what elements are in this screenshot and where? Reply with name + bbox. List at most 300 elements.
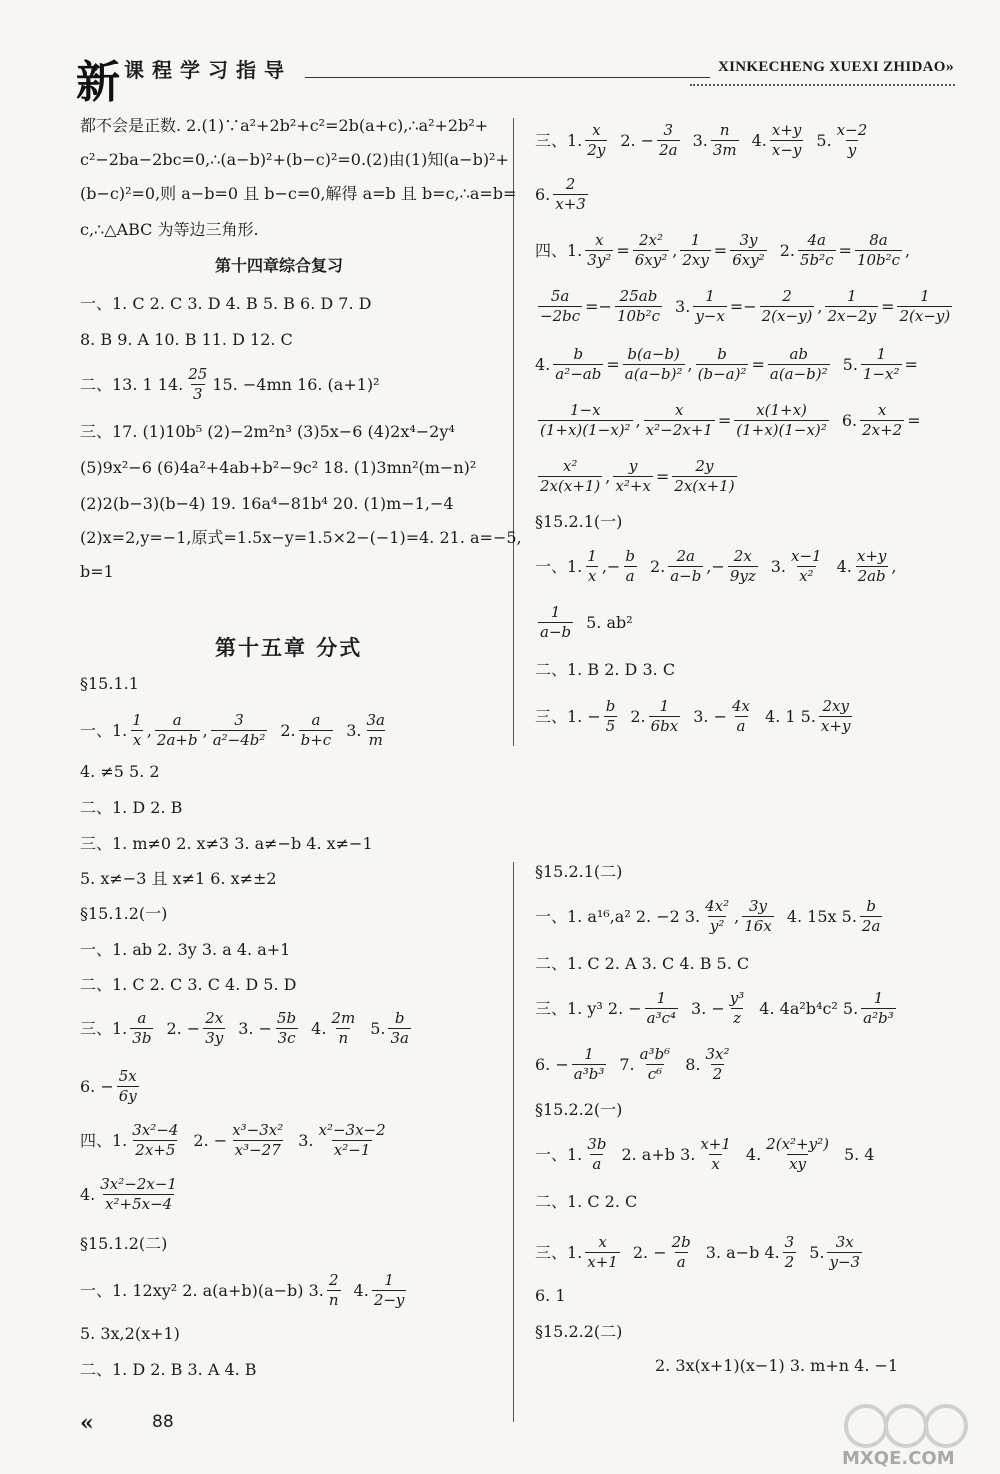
fraction-denominator: m — [368, 731, 383, 750]
fraction — [783, 1234, 797, 1272]
fraction-numerator: 1 — [656, 989, 667, 1007]
fraction-denominator: x — [711, 1155, 720, 1174]
fraction-numerator: x — [592, 121, 601, 139]
fraction-denominator: 2ab — [857, 567, 886, 586]
fraction — [644, 402, 715, 440]
answer-text: 6. − — [535, 1054, 569, 1074]
answer-text: 15. −4mn 16. (a+1)² — [212, 374, 380, 394]
fraction-denominator: 2 — [712, 1065, 723, 1084]
fraction — [130, 712, 144, 750]
answer-text: 2. − — [193, 1130, 228, 1150]
fraction-numerator: 2 — [782, 287, 792, 305]
fraction — [693, 288, 727, 326]
fraction — [860, 402, 904, 440]
section-label: §15.2.2(二) — [535, 1322, 623, 1341]
answer-text: 3. — [675, 296, 691, 316]
fraction-numerator: 4x — [732, 697, 751, 715]
answer-text: 5. — [842, 354, 858, 374]
fraction-denominator: 3m — [712, 141, 737, 160]
fraction — [623, 346, 685, 384]
fraction-numerator: 1 — [705, 287, 715, 305]
fraction-denominator: (1+x)(1−x)² — [736, 421, 827, 440]
answer-text: 三、1. y³ 2. − — [535, 998, 642, 1018]
fraction — [623, 548, 637, 586]
answer-text: 一、1. — [535, 556, 583, 576]
fraction — [730, 232, 767, 270]
fraction — [711, 122, 739, 160]
fraction-denominator: 2(x−y) — [899, 307, 951, 326]
fraction-numerator: x³−3x² — [232, 1121, 284, 1139]
fraction-numerator: x−2 — [836, 121, 868, 139]
fraction — [364, 712, 387, 750]
answer-line: 5. x≠−3 且 x≠1 6. x≠±2 — [80, 869, 277, 888]
fraction — [388, 1010, 411, 1048]
answer-text: 三、1. − — [535, 706, 601, 726]
fraction — [764, 1136, 831, 1174]
answer-text: 3. − — [238, 1018, 272, 1038]
fraction — [585, 548, 599, 586]
fraction-denominator: 6xy² — [634, 251, 668, 270]
fraction-denominator: (1+x)(1−x)² — [540, 421, 631, 440]
fraction-numerator: a — [172, 711, 182, 729]
answer-text: 8. — [685, 1054, 701, 1074]
fraction-numerator: 1 — [384, 1271, 394, 1289]
fraction-numerator: 1−x — [570, 401, 601, 419]
section-heading: 第十四章综合复习 — [215, 256, 344, 275]
fraction-numerator: 2a — [676, 547, 696, 565]
fraction — [230, 1122, 285, 1160]
fraction-numerator: b — [866, 897, 876, 915]
answer-text: 一、1. — [80, 720, 128, 740]
answer-line: 4. ≠5 5. 2 — [80, 762, 160, 781]
answer-text: 2. — [779, 240, 795, 260]
fraction — [203, 1010, 225, 1048]
fraction-numerator: 2xy — [822, 697, 849, 715]
fraction — [327, 1272, 341, 1310]
fraction — [538, 604, 573, 642]
fraction-denominator: 3 — [193, 385, 203, 404]
fraction-denominator: xy — [789, 1155, 807, 1174]
fraction-denominator: 3y² — [587, 251, 612, 270]
fraction — [615, 288, 662, 326]
answer-text: 6. — [535, 184, 551, 204]
fraction-denominator: a — [676, 1253, 686, 1272]
fraction-numerator: 3x²−4 — [132, 1121, 179, 1139]
fraction-denominator: x²+x — [615, 477, 651, 496]
fraction-numerator: 2y — [695, 457, 714, 475]
answer-text: 4. 1 5. — [765, 706, 816, 726]
fraction — [372, 1272, 407, 1310]
fraction-denominator: n — [338, 1029, 349, 1048]
section-label: §15.1.1 — [80, 674, 139, 693]
fraction — [897, 288, 952, 326]
column-divider-bottom — [513, 862, 514, 1422]
answer-text: 2. — [280, 720, 296, 740]
fraction — [789, 548, 824, 586]
fraction — [317, 1122, 388, 1160]
fraction — [835, 122, 870, 160]
fraction-denominator: a²b³ — [863, 1009, 894, 1028]
fraction — [734, 402, 829, 440]
fraction-denominator: 16x — [744, 917, 772, 936]
answer-line: b=1 — [80, 562, 114, 581]
column-divider-top — [513, 118, 514, 746]
fraction-denominator: 2x(x+1) — [674, 477, 735, 496]
fraction-denominator: 2y — [587, 141, 606, 160]
fraction-denominator: 2x(x+1) — [540, 477, 601, 496]
fraction-denominator: x²−2x+1 — [645, 421, 713, 440]
fraction-numerator: 1 — [584, 1045, 594, 1063]
fraction-denominator: 5b²c — [799, 251, 834, 270]
answer-text: 一、1. a¹⁶,a² 2. −2 3. — [535, 906, 701, 926]
fraction — [585, 232, 613, 270]
fraction-numerator: 5b — [277, 1009, 297, 1027]
fraction-denominator: a — [592, 1155, 602, 1174]
fraction-numerator: b(a−b) — [627, 345, 680, 363]
fraction — [186, 366, 209, 404]
answer-line: 三、1. m≠0 2. x≠3 3. a≠−b 4. x≠−1 — [80, 834, 373, 853]
fraction-numerator: 1 — [587, 547, 597, 565]
fraction-numerator: b — [394, 1009, 405, 1027]
fraction-numerator: 3b — [587, 1135, 607, 1153]
fraction-denominator: a — [736, 717, 746, 736]
section-label: §15.2.1(二) — [535, 862, 623, 881]
fraction-numerator: 2x — [733, 547, 752, 565]
answer-text: 4. — [80, 1184, 96, 1204]
fraction — [649, 698, 681, 736]
fraction-numerator: x — [675, 401, 684, 419]
fraction-numerator: 3a — [366, 711, 385, 729]
fraction — [613, 458, 653, 496]
answer-text: 4. — [311, 1018, 327, 1038]
fraction-denominator: c⁶ — [647, 1065, 663, 1084]
fraction — [130, 1122, 180, 1160]
answer-text: 一、1. — [535, 1144, 583, 1164]
fraction — [572, 1046, 607, 1084]
fraction — [585, 122, 607, 160]
answer-text: 5. — [809, 1242, 825, 1262]
answer-line: 二、1. C 2. A 3. C 4. B 5. C — [535, 954, 750, 973]
fraction-numerator: 2m — [331, 1009, 356, 1027]
fraction — [538, 458, 602, 496]
fraction — [861, 990, 896, 1028]
fraction-denominator: y² — [709, 917, 725, 936]
fraction-numerator: 1 — [920, 287, 930, 305]
answer-line — [80, 1010, 414, 1048]
answer-text: 3. — [692, 130, 708, 150]
fraction-denominator: 2 — [784, 1253, 795, 1272]
fraction — [538, 402, 633, 440]
fraction-numerator: 4x² — [705, 897, 730, 915]
fraction — [696, 346, 749, 384]
fraction — [585, 1136, 608, 1174]
fraction-numerator: 2x² — [638, 231, 663, 249]
fraction-denominator: y — [847, 141, 857, 160]
answer-text: 一、1. 12xy² 2. a(a+b)(a−b) 3. — [80, 1280, 324, 1300]
answer-line: 4. $\frac{b}{\text{a²−ab}}$ = $\frac{b(a-b)}{\text{a(a−b)²}}$ , $\frac{b}{\text{(b−a)²}}$ = $\frac{ab}{\text{a(a−b)²}}$ 5. $\frac{1}{\text{1−x²}}$ = — [535, 345, 918, 384]
answer-line: 5. 3x,2(x+1) — [80, 1324, 180, 1343]
fraction — [703, 898, 731, 936]
fraction-denominator: 6bx — [650, 717, 679, 736]
fraction — [98, 1176, 179, 1214]
fraction-numerator: 1 — [690, 231, 701, 249]
header-dotted-rule — [690, 84, 955, 86]
answer-line — [535, 1046, 734, 1084]
fraction — [798, 232, 836, 270]
fraction-denominator: 10b²c — [856, 251, 901, 270]
fraction — [585, 1234, 620, 1272]
answer-text: 二、13. 1 14. — [80, 374, 184, 394]
fraction-denominator: 3b — [132, 1029, 152, 1048]
fraction — [703, 1046, 731, 1084]
fraction-numerator: ab — [789, 345, 809, 363]
answer-text: 4. — [353, 1280, 369, 1300]
fraction-numerator: x — [877, 401, 887, 419]
answer-line — [80, 1176, 182, 1214]
answer-text: 四、1. — [80, 1130, 128, 1150]
answer-line: 二、1. C 2. C — [535, 1192, 638, 1211]
answer-line: 一、1. ab 2. 3y 3. a 4. a+1 — [80, 940, 291, 959]
answer-text: 6. — [841, 410, 858, 430]
answer-text: 4. — [745, 1144, 762, 1164]
fraction — [742, 898, 774, 936]
fraction-denominator: x+1 — [587, 1253, 618, 1272]
fraction-denominator: 10b²c — [616, 307, 661, 326]
fraction-denominator: x+3 — [555, 195, 586, 214]
answer-text: 2. a+b 3. — [621, 1144, 696, 1164]
answer-text: 5. ab² — [586, 612, 633, 632]
section-label: §15.2.1(一) — [535, 512, 623, 531]
fraction-numerator: 3y — [739, 231, 758, 249]
fraction — [645, 990, 678, 1028]
fraction — [855, 548, 889, 586]
fraction-numerator: 2(x²+y²) — [766, 1135, 829, 1153]
fraction — [211, 712, 268, 750]
answer-text: 2. — [649, 556, 666, 576]
fraction — [860, 898, 883, 936]
fraction-numerator: 3x² — [705, 1045, 730, 1063]
fraction — [825, 288, 878, 326]
fraction-denominator: 6y — [118, 1087, 137, 1106]
answer-text: 三、1. — [535, 1242, 583, 1262]
answer-line — [535, 176, 591, 214]
fraction — [275, 1010, 298, 1048]
fraction-numerator: x+1 — [700, 1135, 731, 1153]
fraction-numerator: 2 — [565, 175, 576, 193]
fraction-denominator: a²−4b² — [212, 731, 266, 750]
header-rule — [305, 77, 710, 78]
answer-line: (5)9x²−6 (6)4a²+4ab+b²−9c² 18. (1)3mn²(m−n)² — [80, 458, 477, 477]
fraction — [657, 122, 680, 160]
fraction — [670, 1234, 693, 1272]
answer-line: 二、1. D 2. B 3. A 4. B — [80, 1360, 257, 1379]
page-header — [0, 0, 1000, 108]
answer-text: 三、1. — [80, 1018, 128, 1038]
fraction-numerator: 1 — [659, 697, 670, 715]
answer-line: 二、1. C 2. C 3. C 4. D 5. D — [80, 975, 297, 994]
fraction-numerator: 2 — [328, 1271, 339, 1289]
fraction-numerator: 25ab — [619, 287, 658, 305]
fraction-numerator: a — [137, 1009, 147, 1027]
answer-text: 3. a−b 4. — [705, 1242, 780, 1262]
fraction-numerator: b — [605, 697, 616, 715]
fraction — [604, 698, 618, 736]
fraction — [553, 346, 603, 384]
answer-line: 一、1. $\frac{1}{x}$ , $\frac{a}{2a+b}$ , $\frac{3}{\text{a²−4b²}}$ 2. $\frac{a}{b+c}$ 3. $\frac{3a}{m}$ — [80, 711, 385, 750]
fraction — [861, 346, 902, 384]
fraction-denominator: x−y — [771, 141, 802, 160]
fraction-numerator: y³ — [729, 989, 745, 1007]
fraction-denominator: a−b — [540, 623, 572, 642]
fraction-numerator: 1 — [132, 711, 142, 729]
answer-line: 四、1. $\frac{x}{\text{3y²}}$ = $\frac{\text{2x²}}{\text{6xy²}}$ , $\frac{1}{2xy}$ = $\frac{3y}{\text{6xy²}}$ 2. $\frac{4a}{\text{5b²c}}$ = $\frac{8a}{\text{10b²c}}$ , — [535, 231, 911, 270]
answer-line: 二、1. B 2. D 3. C — [535, 660, 676, 679]
answer-text: 3. − — [693, 706, 728, 726]
fraction — [730, 698, 752, 736]
fraction-numerator: 3x²−2x−1 — [100, 1175, 177, 1193]
answer-line: 一、1. a¹⁶,a² 2. −2 3. $\frac{\text{4x²}}{\text{y²}}$ , $\frac{3y}{16x}$ 4. 15x 5. $\frac{b}{2a}$ — [535, 897, 881, 936]
fraction-denominator: 6xy² — [732, 251, 765, 270]
fraction-denominator: a — [625, 567, 635, 586]
fraction — [672, 458, 736, 496]
fraction-numerator: x+y — [856, 547, 887, 565]
series-logo: 新 — [76, 57, 120, 108]
answer-text: 4. — [535, 354, 551, 374]
fraction-numerator: b — [625, 547, 635, 565]
fraction-numerator: 3 — [663, 121, 674, 139]
fraction-numerator: 1 — [876, 345, 886, 363]
section-label: §15.2.2(一) — [535, 1100, 623, 1119]
answer-text: 5. — [370, 1018, 386, 1038]
fraction-denominator: a−b — [670, 567, 702, 586]
fraction — [329, 1010, 357, 1048]
fraction-denominator: x² — [799, 567, 814, 586]
fraction-denominator: x³−27 — [234, 1141, 281, 1160]
answer-text: 2. − — [166, 1018, 201, 1038]
fraction-numerator: 5a — [550, 287, 570, 305]
fraction — [760, 288, 815, 326]
fraction-denominator: x²−1 — [333, 1141, 371, 1160]
chapter-title: 第十五章 分式 — [215, 636, 363, 660]
fraction-numerator: 4a — [807, 231, 826, 249]
answer-text: 3. — [346, 720, 362, 740]
fraction-numerator: 25 — [188, 365, 208, 383]
fraction — [638, 1046, 673, 1084]
fraction — [827, 1234, 862, 1272]
fraction-denominator: (b−a)² — [697, 365, 747, 384]
fraction-denominator: x — [132, 731, 142, 750]
fraction-denominator: a(a−b)² — [624, 365, 683, 384]
pinyin-title — [718, 58, 954, 76]
fraction-denominator: a²−ab — [555, 365, 602, 384]
fraction — [633, 232, 670, 270]
fraction-numerator: x(1+x) — [756, 401, 807, 419]
fraction-denominator: 2a — [861, 917, 881, 936]
double-chevron-left-icon: « — [80, 1410, 94, 1436]
fraction-denominator: 3a — [390, 1029, 409, 1048]
fraction-numerator: x — [598, 1233, 607, 1251]
fraction-numerator: 8a — [869, 231, 888, 249]
fraction-numerator: y — [628, 457, 638, 475]
answer-text: 4. 15x 5. — [786, 906, 857, 926]
answer-text: 2. − — [620, 130, 655, 150]
fraction-denominator: −2bc — [540, 307, 581, 326]
answer-line: 一、1. $\frac{1}{x}$ ,− $\frac{b}{a}$ 2. $\frac{2a}{a-b}$ ,− $\frac{2x}{9yz}$ 3. $\frac{x-1}{\text{x²}}$ 4. $\frac{x+y}{2ab}$ , — [535, 547, 897, 586]
answer-line — [80, 1068, 142, 1106]
answer-text: 5. 4 — [843, 1144, 875, 1164]
fraction — [155, 712, 200, 750]
answer-line: (b−c)²=0,则 a−b=0 且 b−c=0,解得 a=b 且 b=c,∴a=b= — [80, 184, 517, 203]
answer-text: 7. — [619, 1054, 635, 1074]
answer-line: 2. 3x(x+1)(x−1) 3. m+n 4. −1 — [655, 1356, 899, 1375]
fraction-denominator: 1−x² — [862, 365, 900, 384]
fraction-denominator: y−x — [695, 307, 725, 326]
fraction-numerator: x²−3x−2 — [318, 1121, 386, 1139]
answer-text: 2. − — [632, 1242, 667, 1262]
fraction-denominator: 5 — [605, 717, 616, 736]
answer-line: (2)x=2,y=−1,原式=1.5x−y=1.5×2−(−1)=4. 21. a=−5, — [80, 528, 522, 547]
answer-text: 2. — [630, 706, 646, 726]
fraction-numerator: x+y — [771, 121, 802, 139]
fraction-denominator: a(a−b)² — [769, 365, 828, 384]
fraction — [553, 176, 588, 214]
answer-line: 6. 1 — [535, 1286, 566, 1305]
fraction — [728, 548, 758, 586]
fraction-numerator: x — [595, 231, 604, 249]
fraction — [855, 232, 902, 270]
answer-line: c,∴△ABC 为等边三角形. — [80, 220, 259, 239]
answer-line: 一、1. C 2. C 3. D 4. B 5. B 6. D 7. D — [80, 294, 372, 313]
fraction-denominator: 3c — [277, 1029, 296, 1048]
fraction-denominator: n — [328, 1291, 339, 1310]
answer-text: 3. − — [691, 998, 725, 1018]
answer-line — [535, 122, 872, 160]
answer-text: 6. − — [80, 1076, 114, 1096]
answer-line — [80, 1272, 409, 1310]
fraction — [770, 122, 804, 160]
fraction — [538, 288, 582, 326]
fraction-denominator: b+c — [300, 731, 332, 750]
fraction-denominator: 2xy — [682, 251, 709, 270]
fraction-numerator: b — [717, 345, 727, 363]
answer-line: $\frac{1-x}{\text{(1+x)(1−x)²}}$ , $\frac{x}{\text{x²−2x+1}}$ = $\frac{x(1+x)}{\text{(1+x)(1−x)²}}$ 6. $\frac{x}{2x+2}$ = — [540, 401, 921, 440]
answer-line: 二、1. D 2. B — [80, 798, 183, 817]
fraction-denominator: 2x+5 — [135, 1141, 176, 1160]
fraction — [668, 548, 703, 586]
fraction-denominator: x — [587, 567, 597, 586]
fraction-numerator: x−1 — [791, 547, 822, 565]
answer-text: 三、1. — [535, 130, 583, 150]
fraction-denominator: 9yz — [729, 567, 756, 586]
fraction-numerator: x² — [562, 457, 578, 475]
answer-line — [535, 604, 633, 642]
fraction — [117, 1068, 139, 1106]
fraction-numerator: 1 — [873, 989, 884, 1007]
fraction — [819, 698, 853, 736]
fraction-denominator: a³b³ — [573, 1065, 605, 1084]
answer-line — [535, 698, 855, 736]
fraction-numerator: 1 — [550, 603, 561, 621]
fraction-numerator: b — [573, 345, 584, 363]
fraction-numerator: 3 — [784, 1233, 795, 1251]
answer-text: 4. — [836, 556, 852, 576]
fraction-numerator: a³b⁶ — [639, 1045, 671, 1063]
fraction-numerator: 3 — [234, 711, 244, 729]
fraction-denominator: x²+5x−4 — [105, 1195, 173, 1214]
answer-line: 都不会是正数. 2.(1)∵a²+2b²+c²=2b(a+c),∴a²+2b²+ — [80, 116, 489, 135]
fraction — [680, 232, 710, 270]
series-title: 课程学习指导 — [124, 58, 292, 82]
